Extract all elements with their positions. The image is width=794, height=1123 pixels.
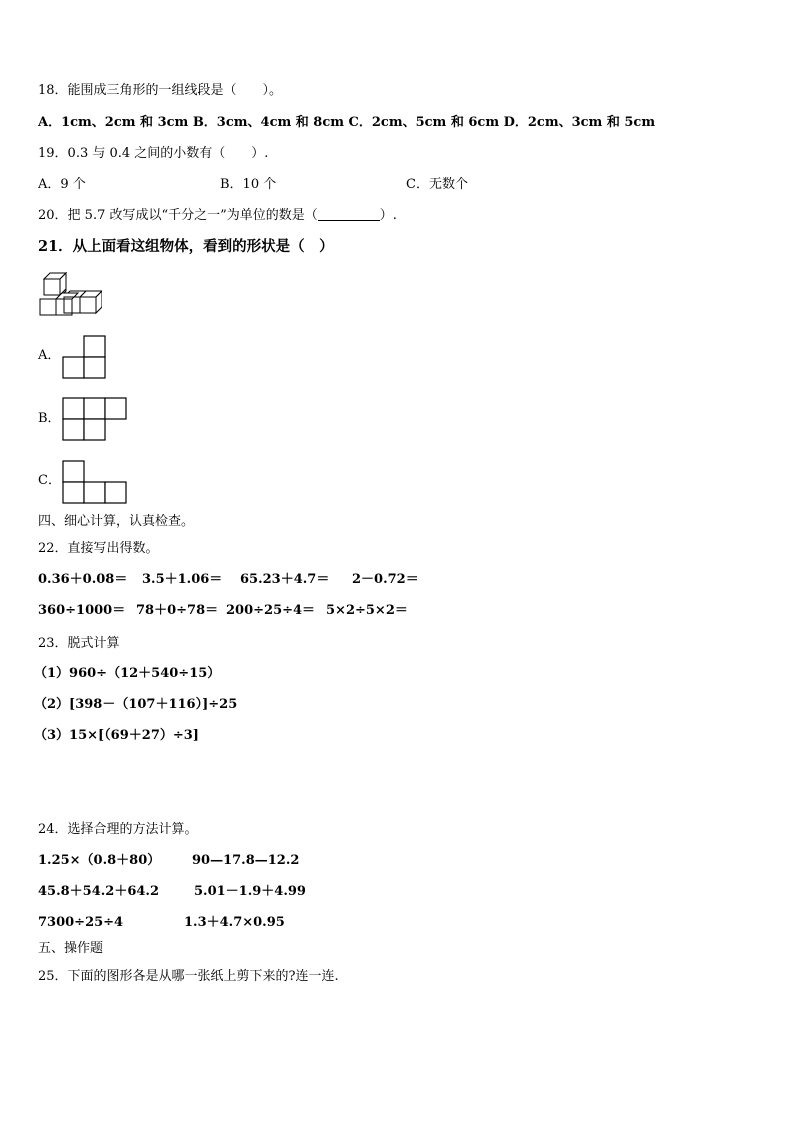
q18-options: A．1cm、2cm 和 3cm B．3cm、4cm 和 8cm C．2cm、5cm 和 6cm D．2cm、3cm 和 5cm: [38, 115, 656, 130]
q21-option-a-figure: [62, 335, 108, 379]
q23-stem: 23．脱式计算: [38, 636, 120, 651]
q22-item: 2－0.72＝: [352, 572, 419, 587]
section-4-heading: 四、细心计算，认真检查。: [38, 514, 195, 529]
q24-item: 1.25×（0.8＋80）: [38, 853, 161, 868]
q22-item: 200÷25÷4＝: [226, 603, 316, 618]
q24-item: 1.3＋4.7×0.95: [184, 915, 285, 930]
q22-item: 78＋0÷78＝: [136, 603, 219, 618]
cube-group-figure: [38, 270, 102, 318]
q18-stem: 18．能围成三角形的一组线段是（ ）。: [38, 83, 283, 98]
q21-option-c-figure: [62, 460, 128, 504]
q19-stem: 19．0.3 与 0.4 之间的小数有（ ）.: [38, 146, 269, 161]
q22-item: 3.5＋1.06＝: [142, 572, 223, 587]
q22-item: 0.36＋0.08＝: [38, 572, 128, 587]
q20-stem-after: ）.: [379, 208, 397, 223]
q23-item-3: （3）15×[（69＋27）÷3]: [34, 728, 199, 743]
q20-stem-before: 20．把 5.7 改写成以“千分之一”为单位的数是（: [38, 208, 318, 223]
section-5-heading: 五、操作题: [38, 941, 104, 956]
q21-stem: 21．从上面看这组物体，看到的形状是（ ）: [38, 238, 334, 255]
q19-option-b: B．10 个: [220, 177, 277, 192]
q21-option-b-label: B．: [38, 411, 61, 426]
q22-stem: 22．直接写出得数。: [38, 541, 159, 556]
q23-item-1: （1）960÷（12＋540÷15）: [34, 666, 221, 681]
q24-item: 45.8＋54.2＋64.2: [38, 884, 159, 899]
q24-stem: 24．选择合理的方法计算。: [38, 822, 198, 837]
q25-stem: 25．下面的图形各是从哪一张纸上剪下来的?连一连.: [38, 969, 339, 984]
q19-option-c: C．无数个: [406, 177, 468, 192]
q24-item: 5.01－1.9＋4.99: [194, 884, 306, 899]
q19-option-a: A．9 个: [38, 177, 86, 192]
q22-item: 5×2÷5×2＝: [326, 603, 408, 618]
q21-option-b-figure: [62, 397, 128, 441]
q22-item: 360÷1000＝: [38, 603, 126, 618]
q24-item: 90—17.8—12.2: [192, 853, 300, 868]
q20-stem: [38, 208, 397, 224]
q21-option-c-label: C．: [38, 473, 61, 488]
q24-item: 7300÷25÷4: [38, 915, 124, 930]
q23-item-2: （2）[398－（107＋116）]÷25: [34, 697, 238, 712]
q20-answer-blank[interactable]: [318, 208, 380, 221]
q21-option-a-label: A．: [38, 348, 61, 363]
q22-item: 65.23＋4.7＝: [240, 572, 330, 587]
